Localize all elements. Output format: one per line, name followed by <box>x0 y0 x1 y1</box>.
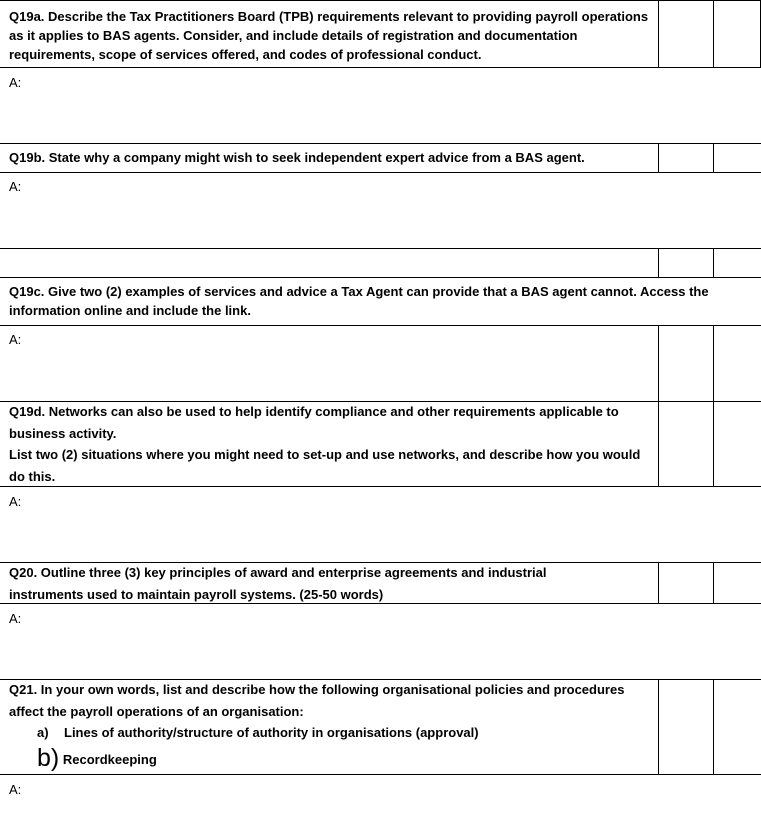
question-q19c: Q19c. Give two (2) examples of services and advice a Tax Agent can provide that a BAS agent cannot. Access the information online and include the link. <box>9 284 709 318</box>
row-divider <box>0 143 761 144</box>
list-text-b: Recordkeeping <box>62 752 157 767</box>
answer-field-q19d[interactable]: A: <box>9 494 22 509</box>
question-q19d-line2: List two (2) situations where you might need to set-up and use networks, and describe how you would do this. <box>9 447 641 484</box>
answer-field-q19b[interactable]: A: <box>9 179 22 194</box>
row-divider <box>0 774 761 775</box>
question-q19b: Q19b. State why a company might wish to seek independent expert advice from a BAS agent. <box>9 150 585 165</box>
row-divider <box>0 172 761 173</box>
row-divider <box>0 325 761 326</box>
list-item-b <box>37 744 157 773</box>
column-divider <box>713 679 714 774</box>
answer-field-q19c[interactable]: A: <box>9 332 22 347</box>
list-text-a: Lines of authority/structure of authority in organisations (approval) <box>64 725 479 740</box>
column-divider <box>713 325 714 486</box>
question-q21: Q21. In your own words, list and describe how the following organisational policies and procedures affect the payroll operations of an organisation: <box>9 682 625 719</box>
list-marker-b: b) <box>37 744 60 772</box>
column-divider <box>658 679 659 774</box>
question-q20: Q20. Outline three (3) key principles of award and enterprise agreements and industrial instruments used to maintain payroll systems. (25-50 words) <box>9 565 547 602</box>
question-q19a: Q19a. Describe the Tax Practitioners Board (TPB) requirements relevant to providing payroll operations as it applies to BAS agents. Consider, and include details of registration and documentation requirements, scope of services offered, and codes of professional conduct. <box>9 9 649 62</box>
row-divider <box>0 67 761 68</box>
list-item-a <box>37 725 479 740</box>
column-divider <box>658 562 659 603</box>
row-divider <box>0 0 761 1</box>
column-divider <box>658 325 659 486</box>
row-divider <box>0 277 761 278</box>
column-divider <box>658 143 659 172</box>
column-divider <box>658 248 659 277</box>
row-divider <box>0 248 761 249</box>
column-divider <box>713 562 714 603</box>
answer-field-q19a[interactable]: A: <box>9 75 22 90</box>
column-divider <box>658 0 659 67</box>
column-divider <box>713 248 714 277</box>
list-marker-a: a) <box>37 725 49 740</box>
question-q19d-line1: Q19d. Networks can also be used to help identify compliance and other requirements applicable to business activity. <box>9 404 619 441</box>
question-q19d <box>9 401 654 487</box>
column-divider <box>713 143 714 172</box>
answer-field-q20[interactable]: A: <box>9 611 22 626</box>
answer-field-q21[interactable]: A: <box>9 782 22 797</box>
column-divider <box>713 0 714 67</box>
